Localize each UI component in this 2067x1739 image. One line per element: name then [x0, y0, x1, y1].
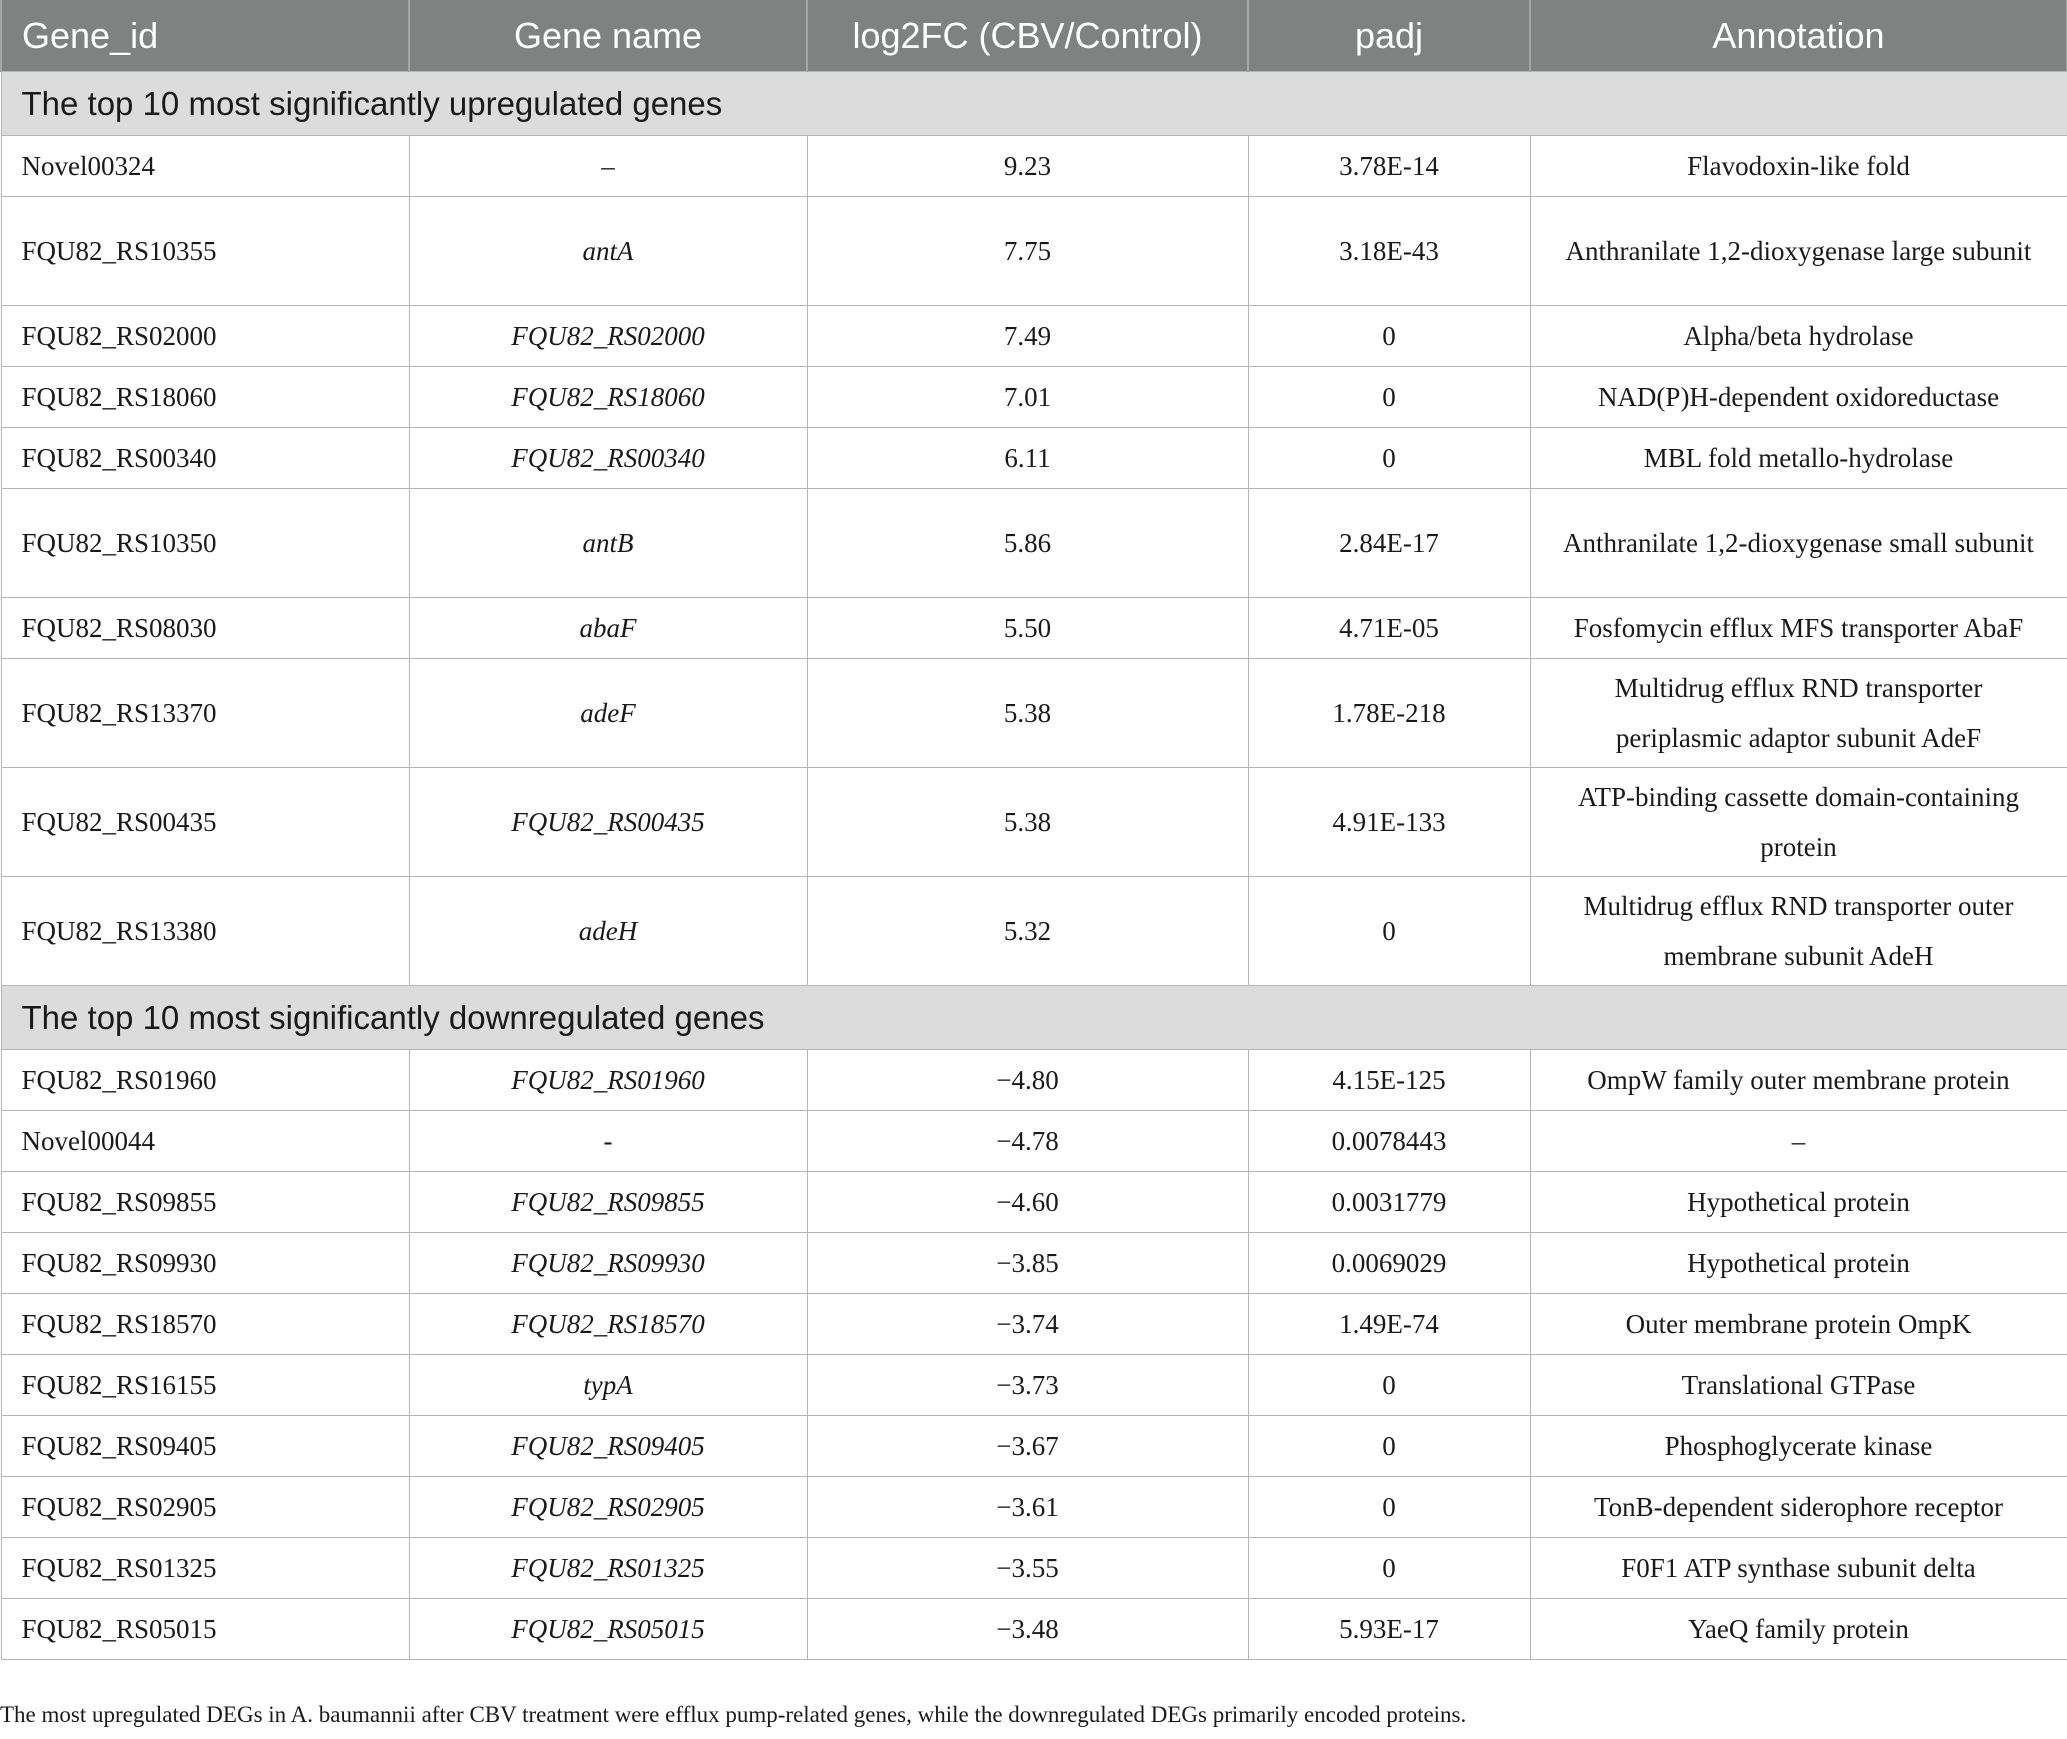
cell-gene-name: adeH [409, 877, 807, 986]
cell-padj: 4.15E-125 [1248, 1050, 1530, 1111]
cell-annotation: Flavodoxin-like fold [1530, 136, 2067, 197]
cell-gene-name: FQU82_RS00435 [409, 768, 807, 877]
table-row [1, 367, 2067, 428]
table-row [1, 1355, 2067, 1416]
table-row [1, 659, 2067, 768]
table-row [1, 197, 2067, 306]
cell-annotation: YaeQ family protein [1530, 1599, 2067, 1660]
cell-gene-id: Novel00044 [1, 1111, 409, 1172]
header-log2fc: log2FC (CBV/Control) [807, 0, 1248, 72]
cell-log2fc: 7.75 [807, 197, 1248, 306]
table-row [1, 1294, 2067, 1355]
cell-gene-name: FQU82_RS02905 [409, 1477, 807, 1538]
cell-log2fc: 5.38 [807, 659, 1248, 768]
cell-gene-id: FQU82_RS10355 [1, 197, 409, 306]
header-annotation: Annotation [1530, 0, 2067, 72]
table-footnote: The most upregulated DEGs in A. baumannii after CBV treatment were efflux pump-related genes, while the downregulated DEGs primarily encoded proteins. [0, 1702, 1467, 1727]
table-row [1, 1538, 2067, 1599]
table-row [1, 1599, 2067, 1660]
cell-log2fc: −4.80 [807, 1050, 1248, 1111]
header-row [1, 0, 2067, 72]
section-title: The top 10 most significantly upregulated genes [1, 72, 2067, 136]
cell-log2fc: 5.32 [807, 877, 1248, 986]
cell-padj: 1.78E-218 [1248, 659, 1530, 768]
table-row [1, 136, 2067, 197]
table-row [1, 306, 2067, 367]
cell-log2fc: 6.11 [807, 428, 1248, 489]
cell-annotation: Hypothetical protein [1530, 1233, 2067, 1294]
cell-padj: 0 [1248, 877, 1530, 986]
cell-annotation: – [1530, 1111, 2067, 1172]
cell-gene-id: FQU82_RS00340 [1, 428, 409, 489]
cell-log2fc: −4.60 [807, 1172, 1248, 1233]
cell-log2fc: −3.55 [807, 1538, 1248, 1599]
cell-annotation: Phosphoglycerate kinase [1530, 1416, 2067, 1477]
table-row [1, 428, 2067, 489]
header-padj: padj [1248, 0, 1530, 72]
cell-gene-name: FQU82_RS09855 [409, 1172, 807, 1233]
cell-gene-id: FQU82_RS09930 [1, 1233, 409, 1294]
table-row [1, 1416, 2067, 1477]
cell-gene-name: FQU82_RS00340 [409, 428, 807, 489]
cell-annotation: ATP-binding cassette domain-containing protein [1530, 768, 2067, 877]
table-row [1, 598, 2067, 659]
cell-log2fc: −3.67 [807, 1416, 1248, 1477]
cell-gene-name: FQU82_RS01960 [409, 1050, 807, 1111]
cell-log2fc: −3.85 [807, 1233, 1248, 1294]
cell-gene-id: FQU82_RS01960 [1, 1050, 409, 1111]
table-row [1, 1050, 2067, 1111]
cell-log2fc: 5.86 [807, 489, 1248, 598]
cell-gene-id: FQU82_RS09405 [1, 1416, 409, 1477]
cell-padj: 0.0069029 [1248, 1233, 1530, 1294]
cell-gene-name: FQU82_RS01325 [409, 1538, 807, 1599]
cell-gene-id: FQU82_RS09855 [1, 1172, 409, 1233]
cell-gene-id: FQU82_RS01325 [1, 1538, 409, 1599]
cell-gene-id: FQU82_RS16155 [1, 1355, 409, 1416]
cell-padj: 4.71E-05 [1248, 598, 1530, 659]
cell-padj: 1.49E-74 [1248, 1294, 1530, 1355]
cell-padj: 5.93E-17 [1248, 1599, 1530, 1660]
cell-padj: 3.78E-14 [1248, 136, 1530, 197]
cell-log2fc: −3.48 [807, 1599, 1248, 1660]
cell-log2fc: 9.23 [807, 136, 1248, 197]
section-title: The top 10 most significantly downregulated genes [1, 986, 2067, 1050]
header-gene-id: Gene_id [1, 0, 409, 72]
cell-gene-name: adeF [409, 659, 807, 768]
table-body [1, 72, 2067, 1660]
cell-log2fc: 5.38 [807, 768, 1248, 877]
cell-annotation: Multidrug efflux RND transporter periplasmic adaptor subunit AdeF [1530, 659, 2067, 768]
cell-gene-id: FQU82_RS00435 [1, 768, 409, 877]
cell-annotation: TonB-dependent siderophore receptor [1530, 1477, 2067, 1538]
cell-gene-name: typA [409, 1355, 807, 1416]
section-header-row [1, 72, 2067, 136]
cell-gene-name: antB [409, 489, 807, 598]
cell-gene-name: - [409, 1111, 807, 1172]
cell-gene-name: antA [409, 197, 807, 306]
cell-annotation: Anthranilate 1,2-dioxygenase small subunit [1530, 489, 2067, 598]
cell-padj: 0 [1248, 306, 1530, 367]
cell-annotation: Hypothetical protein [1530, 1172, 2067, 1233]
table-row [1, 1477, 2067, 1538]
cell-gene-id: FQU82_RS02000 [1, 306, 409, 367]
cell-annotation: NAD(P)H-dependent oxidoreductase [1530, 367, 2067, 428]
table-row [1, 1172, 2067, 1233]
cell-gene-id: FQU82_RS05015 [1, 1599, 409, 1660]
header-gene-name: Gene name [409, 0, 807, 72]
cell-log2fc: 7.01 [807, 367, 1248, 428]
table-row [1, 877, 2067, 986]
cell-gene-name: FQU82_RS09930 [409, 1233, 807, 1294]
cell-padj: 3.18E-43 [1248, 197, 1530, 306]
cell-annotation: Outer membrane protein OmpK [1530, 1294, 2067, 1355]
cell-log2fc: 5.50 [807, 598, 1248, 659]
cell-padj: 0 [1248, 1477, 1530, 1538]
cell-gene-name: FQU82_RS18570 [409, 1294, 807, 1355]
cell-log2fc: −3.73 [807, 1355, 1248, 1416]
cell-log2fc: −3.74 [807, 1294, 1248, 1355]
cell-padj: 0 [1248, 1538, 1530, 1599]
cell-gene-name: FQU82_RS18060 [409, 367, 807, 428]
cell-gene-name: FQU82_RS09405 [409, 1416, 807, 1477]
cell-annotation: Alpha/beta hydrolase [1530, 306, 2067, 367]
cell-padj: 0 [1248, 1416, 1530, 1477]
cell-annotation: F0F1 ATP synthase subunit delta [1530, 1538, 2067, 1599]
cell-log2fc: 7.49 [807, 306, 1248, 367]
cell-gene-id: FQU82_RS13370 [1, 659, 409, 768]
cell-log2fc: −4.78 [807, 1111, 1248, 1172]
table-row [1, 768, 2067, 877]
cell-padj: 0.0078443 [1248, 1111, 1530, 1172]
cell-annotation: Multidrug efflux RND transporter outer membrane subunit AdeH [1530, 877, 2067, 986]
cell-annotation: OmpW family outer membrane protein [1530, 1050, 2067, 1111]
cell-padj: 0 [1248, 428, 1530, 489]
table-row [1, 489, 2067, 598]
table-row [1, 1111, 2067, 1172]
cell-gene-id: Novel00324 [1, 136, 409, 197]
section-header-row [1, 986, 2067, 1050]
cell-padj: 4.91E-133 [1248, 768, 1530, 877]
cell-annotation: MBL fold metallo-hydrolase [1530, 428, 2067, 489]
cell-gene-id: FQU82_RS18060 [1, 367, 409, 428]
cell-gene-id: FQU82_RS13380 [1, 877, 409, 986]
cell-padj: 2.84E-17 [1248, 489, 1530, 598]
cell-gene-name: FQU82_RS05015 [409, 1599, 807, 1660]
cell-annotation: Translational GTPase [1530, 1355, 2067, 1416]
cell-gene-id: FQU82_RS02905 [1, 1477, 409, 1538]
cell-gene-name: abaF [409, 598, 807, 659]
cell-gene-name: FQU82_RS02000 [409, 306, 807, 367]
cell-gene-id: FQU82_RS08030 [1, 598, 409, 659]
cell-log2fc: −3.61 [807, 1477, 1248, 1538]
cell-padj: 0 [1248, 1355, 1530, 1416]
cell-padj: 0 [1248, 367, 1530, 428]
table-row [1, 1233, 2067, 1294]
cell-padj: 0.0031779 [1248, 1172, 1530, 1233]
cell-annotation: Fosfomycin efflux MFS transporter AbaF [1530, 598, 2067, 659]
cell-annotation: Anthranilate 1,2-dioxygenase large subunit [1530, 197, 2067, 306]
cell-gene-id: FQU82_RS10350 [1, 489, 409, 598]
cell-gene-name: – [409, 136, 807, 197]
cell-gene-id: FQU82_RS18570 [1, 1294, 409, 1355]
